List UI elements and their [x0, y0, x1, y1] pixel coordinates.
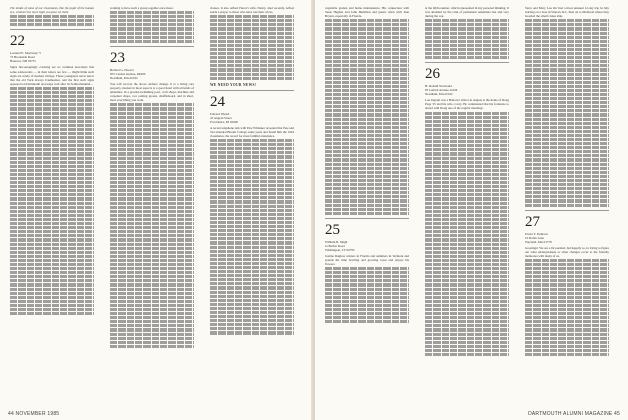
divider: [10, 29, 94, 30]
divider: [525, 210, 609, 211]
class-number-24: 24: [210, 93, 225, 110]
page-footer-left: 44 NOVEMBER 1985: [8, 411, 60, 417]
class-note-text: You will recover the above address change. It is a living care property, modest in most aspects is a good hotel with all kinds of amenities. In a ground-swimming pool, craft shops, machine and carpenter shops, two putting greens, shuffleboard, and in short, most everything you want.: [110, 81, 194, 103]
class-number-25: 25: [325, 221, 340, 238]
right-column-2: [425, 6, 509, 357]
left-page: [0, 0, 313, 420]
divider: [110, 46, 194, 47]
right-column-3: [525, 6, 609, 357]
right-page: [315, 0, 628, 420]
class-note-text: Justine Rugless winters in Florida and summers in Vermont and spends his time bowling and growing roses and enjoys his flowers.: [325, 253, 409, 266]
secretary-address: H. Donald Norstrand 83 Central Avenue, K204 Needham, MA 02192: [425, 84, 458, 97]
class-note-text: A recent telephone talk with Pete Whitaker revealed that Pete and Ted attended Bloom College some years and found him the 1924 classmates, the record for most faithful attendance.: [210, 125, 294, 138]
class-number-27: 27: [525, 213, 540, 230]
class-note-text: Greetings! We are a bit puzzled, but happily so, in trying to figure out what undergraduate or other changes occur to the friendly memories with many of us.: [525, 245, 609, 258]
class-note-text: Signs discouragingly cracking are no common nowadays that some adolescents — in their letters are few — might think such signs are solely of modern vintage. These youngsters never knew that the old Tuck always Ivanhoeites, and the first such signs appeared on Dartmouth doorsteps well after its Semicentennial...: [10, 65, 94, 86]
class-number-22: 22: [10, 33, 25, 50]
class-number-23: 23: [110, 49, 125, 66]
secretary-address: William R. Singh Ja Barber Road Washington, CT 06793: [325, 239, 355, 252]
page-footer-right: DARTMOUTH ALUMNI MAGAZINE 45: [528, 411, 620, 417]
class-note-text: wanting to have such a group together once more.: [110, 6, 174, 10]
secretary-address: Edward Wiesel 47 Angold Street Providence, RI 02906: [210, 111, 238, 124]
secretary-address: Leonard E. Morrissey '5 73 Brookside Road Hanover, NH 03755: [10, 51, 41, 64]
class-note-text: Lou Ingram was a Hanover visitor in August at the home of Doug Page '25 and his wife, Carry. He commented that his fortunate to attend with Doug one of the regular meetings.: [425, 98, 509, 111]
left-column-1: [10, 6, 94, 316]
class-number-26: 26: [425, 66, 440, 83]
class-note-text: Steve and Mary Lou Orr had a most unusual 12-day trip in July starting on a boat in Warren, R.I., then on to Montreal where they boarded the small cruise ship.: [525, 6, 609, 19]
left-column-2: [110, 6, 194, 349]
news-request: WE NEED YOUR NEWS!: [210, 82, 257, 87]
right-column-1: [325, 6, 409, 324]
secretary-address: Erwin F. Paddock 10 Robin Lane Wayland, MA 01778: [525, 231, 552, 244]
intro-text: The minds of some of our classmates, like the pupil of the human eye, contract the more light you pour on them.: [10, 6, 94, 15]
divider: [425, 62, 509, 63]
class-note-text: classes. It also Alfred Pierce's wife, Nancy, died recently. Alfred sends a prayer to those who have lost their wives.: [210, 6, 294, 15]
class-note-text: at the 60th reunion, which represented in my personal thinking. It was attended by the rank of permanent remainder last and very during the war.: [425, 6, 509, 19]
left-column-3: [210, 6, 294, 336]
class-note-text: vegetable garden and home maintenance. His connection with Susie Hughes and John Hamilton and guests often with Jean Bryant, especially in Florida.: [325, 6, 409, 19]
divider: [325, 218, 409, 219]
secretary-address: Herbert G. Hoover 855 Central Avenue, #R200 Needham, MA 02192: [110, 67, 146, 80]
divider: [210, 90, 294, 91]
